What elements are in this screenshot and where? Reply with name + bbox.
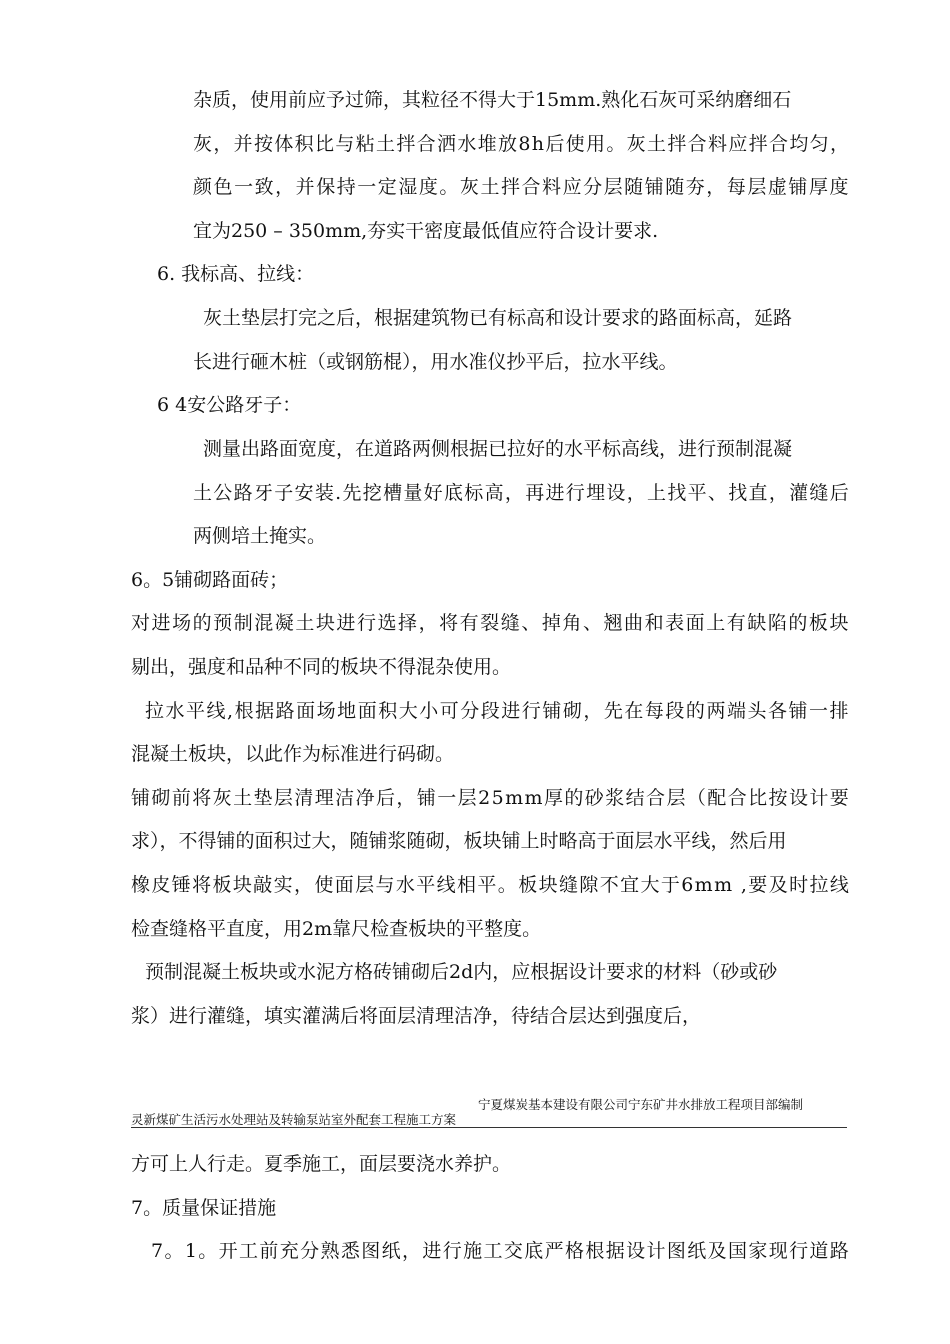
paragraph-line: 土公路牙子安装.先挖槽量好底标高，再进行埋设，上找平、找直，灌缝后 (193, 482, 851, 504)
paragraph-line: 两侧培土掩实。 (193, 525, 327, 547)
paragraph-line: 灰土垫层打完之后，根据建筑物已有标高和设计要求的路面标高，延路 (203, 307, 793, 329)
footer-project-title: 灵新煤矿生活污水处理站及转输泵站室外配套工程施工方案 (131, 1112, 457, 1127)
paragraph-line: 检查缝格平直度，用2m靠尺检查板块的平整度。 (131, 918, 542, 940)
section-heading: 6。5铺砌路面砖； (131, 569, 289, 591)
paragraph-line: 预制混凝土板块或水泥方格砖铺砌后2d内，应根据设计要求的材料（砂或砂 (145, 961, 778, 983)
paragraph-line: 求），不得铺的面积过大，随铺浆随砌，板块铺上时略高于面层水平线，然后用 (131, 830, 787, 852)
paragraph-line: 拉水平线,根据路面场地面积大小可分段进行铺砌，先在每段的两端头各铺一排 (145, 700, 851, 722)
paragraph-line: 杂质，使用前应予过筛，其粒径不得大于15mm.熟化石灰可采纳磨细石 (193, 89, 792, 111)
paragraph-line: 7。1。开工前充分熟悉图纸，进行施工交底严格根据设计图纸及国家现行道路 (151, 1240, 851, 1262)
footer-company: 宁夏煤炭基本建设有限公司宁东矿井水排放工程项目部编制 (478, 1097, 804, 1112)
paragraph-line: 颜色一致，并保持一定湿度。灰土拌合料应分层随铺随夯，每层虚铺厚度 (193, 176, 851, 198)
paragraph-line: 混凝土板块，以此作为标准进行码砌。 (131, 743, 455, 765)
footer-divider (131, 1127, 847, 1128)
section-heading: 6. 我标高、拉线： (157, 263, 315, 285)
section-heading: 7。质量保证措施 (131, 1197, 277, 1219)
paragraph-line: 剔出，强度和品种不同的板块不得混杂使用。 (131, 656, 512, 678)
paragraph-line: 测量出路面宽度，在道路两侧根据已拉好的水平标高线，进行预制混凝 (203, 438, 793, 460)
paragraph-line: 宜为250 – 350mm,夯实干密度最低值应符合设计要求. (193, 220, 659, 242)
paragraph-line: 铺砌前将灰土垫层清理洁净后，铺一层25mm厚的砂浆结合层（配合比按设计要 (131, 787, 851, 809)
paragraph-line: 橡皮锤将板块敲实，使面层与水平线相平。板块缝隙不宜大于6mm ,要及时拉线 (131, 874, 851, 896)
paragraph-line: 浆）进行灌缝，填实灌满后将面层清理洁净，待结合层达到强度后， (131, 1005, 702, 1027)
paragraph-line: 长进行砸木桩（或钢筋棍），用水准仪抄平后，拉水平线。 (193, 351, 678, 373)
paragraph-line: 灰，并按体积比与粘土拌合洒水堆放8h后使用。灰土拌合料应拌合均匀， (193, 133, 851, 155)
paragraph-line: 对进场的预制混凝土块进行选择，将有裂缝、掉角、翘曲和表面上有缺陷的板块 (131, 612, 851, 634)
section-heading: 6 4安公路牙子： (157, 394, 302, 416)
paragraph-line: 方可上人行走。夏季施工，面层要浇水养护。 (131, 1153, 512, 1175)
